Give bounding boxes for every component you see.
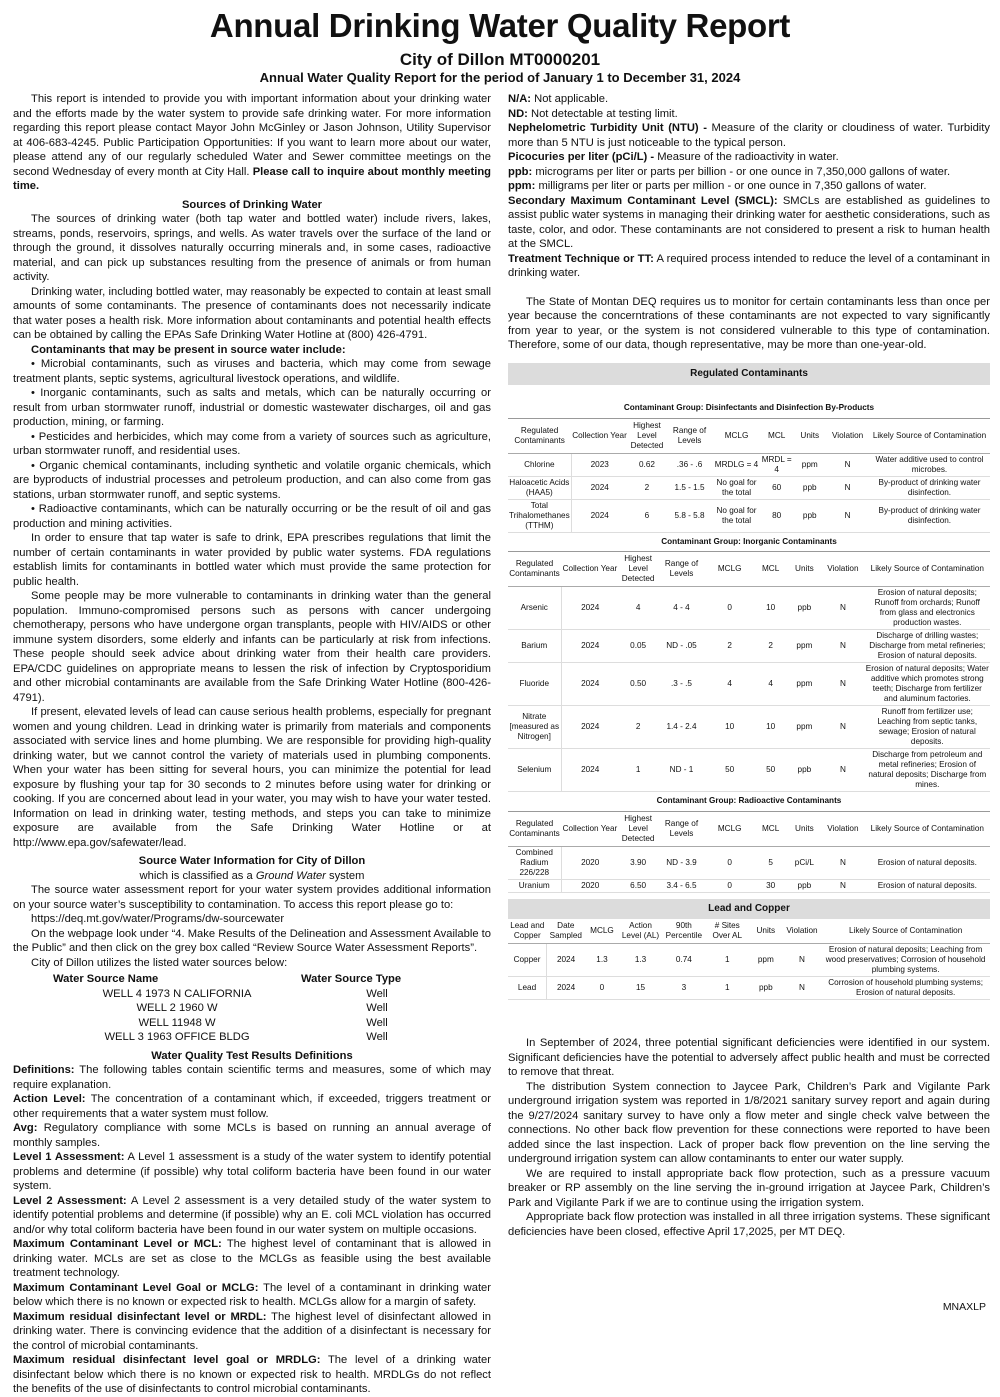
intro-paragraph xyxy=(13,92,491,194)
contaminant-group-table xyxy=(508,419,990,533)
column-header: Regulated Contaminants xyxy=(508,812,561,847)
column-header: Violation xyxy=(821,552,864,587)
source-type: Well xyxy=(366,1031,388,1043)
table-cell: 6 xyxy=(628,499,666,532)
table-cell: 3 xyxy=(662,977,705,1000)
bullet-item: • Radioactive contaminants, which can be naturally occurring or be the result of oil and gas production and mining activities. xyxy=(13,503,491,530)
deq-paragraph: The State of Montan DEQ requires us to monitor for certain contaminants less than once per year because the concerntrations of these contaminants are not expected to vary significantly from year to year, or the system is not considered vulnerable to this type of contamination. Therefore, some of our data, though representative, may be more than one-year-old. xyxy=(508,295,990,351)
table-cell: N xyxy=(826,499,869,532)
table-cell: ppb xyxy=(788,587,822,630)
definition-term: Level 1 Assessment: xyxy=(13,1151,125,1163)
table-cell: 1.4 - 2.4 xyxy=(657,706,705,749)
left-column xyxy=(13,92,491,1397)
table-cell: Uranium xyxy=(508,879,561,892)
definition-term: Maximum Contaminant Level Goal or MCLG: xyxy=(13,1281,259,1294)
column-header: Likely Source of Contamination xyxy=(865,812,990,847)
column-header: Likely Source of Contamination xyxy=(821,919,990,944)
table-cell: 80 xyxy=(760,499,793,532)
definition-item xyxy=(508,92,990,107)
table-cell: 3.4 - 6.5 xyxy=(657,879,705,892)
vulnerable-paragraph: Some people may be more vulnerable to contaminants in drinking water than the general population. Immuno-compromised persons such as persons with cancer undergoing chemotherapy, persons who have undergone organ transplants, people with HIV/AIDS or other immune system disorders, some elderly and infants can be particularly at risk from infections. These people should seek advice about drinking water from their health care providers. EPA/CDC guidelines on appropriate means to lessen the risk of infection by Cryptosporidium and other microbial contaminants are available from the Safe Drinking Water Hotline (800-426-4791). xyxy=(13,590,491,704)
table-cell: Arsenic xyxy=(508,587,561,630)
column-header: Units xyxy=(788,812,822,847)
table-header-row xyxy=(508,552,990,587)
column-header: MCLG xyxy=(706,552,754,587)
right-column xyxy=(508,92,990,1239)
table-cell: 10 xyxy=(754,706,788,749)
source-type: Well xyxy=(366,987,388,1000)
definition-text: The concentration of a contaminant which, if exceeded, triggers treatment or other requirements that a water system must follow. xyxy=(13,1093,491,1120)
definition-text: micrograms per liter or parts per billion - or one ounce in 7,350,000 gallons of water. xyxy=(532,165,951,178)
table-cell: No goal for the total xyxy=(713,499,760,532)
deficiency-paragraph-3: We are required to install appropriate back flow protection, such as a pressure vacuum breaker or RP assembly on the line serving the in-ground irrigation at Jaycee Park, Children’s Park and Vigilante Park if we are to continue using the irrigation system. xyxy=(508,1167,990,1209)
table-cell: 2024 xyxy=(571,476,628,499)
definition-text: Measure of the radioactivity in water. xyxy=(654,151,839,163)
source-name: WELL 3 1963 OFFICE BLDG xyxy=(104,1031,250,1043)
definition-item xyxy=(13,1194,491,1238)
definition-item xyxy=(13,1063,491,1092)
table-cell: 2023 xyxy=(571,453,628,476)
column-header: Highest Level Detected xyxy=(619,552,658,587)
table-cell: 2 xyxy=(754,630,788,663)
regulated-contaminants-title: Regulated Contaminants xyxy=(508,363,990,386)
column-header: Units xyxy=(788,552,822,587)
table-cell: 1 xyxy=(619,749,658,792)
contaminant-group-title: Contaminant Group: Disinfectants and Disinfection By-Products xyxy=(508,399,990,419)
table-cell: ppb xyxy=(749,977,783,1000)
table-cell: Chlorine xyxy=(508,453,571,476)
table-cell: N xyxy=(826,476,869,499)
definition-item xyxy=(13,1353,491,1397)
definition-item xyxy=(13,1281,491,1310)
table-cell: 1.3 xyxy=(619,944,662,977)
table-cell: 2024 xyxy=(561,630,619,663)
column-header: MCLG xyxy=(713,419,760,454)
table-cell: Runoff from fertilizer use; Leaching from septic tanks, sewage; Erosion of natural deposits. xyxy=(865,706,990,749)
table-cell: ppb xyxy=(788,879,822,892)
table-row xyxy=(508,499,990,532)
definition-text: A required process intended to reduce the level of a contaminant in drinking water. xyxy=(508,252,990,279)
table-row xyxy=(53,987,453,1002)
table-cell: 2024 xyxy=(561,749,619,792)
table-cell: Erosion of natural deposits. xyxy=(865,846,990,879)
column-header: 90th Percentile xyxy=(662,919,705,944)
table-cell: ppm xyxy=(788,630,822,663)
column-header: Regulated Contaminants xyxy=(508,419,571,454)
table-cell: 5.8 - 5.8 xyxy=(666,499,713,532)
sources-paragraph-1: The sources of drinking water (both tap water and bottled water) include rivers, lakes, streams, ponds, reservoirs, springs, and wells. As water travels over the surface of the land or through the ground, it dissolves naturally occurring minerals and, in some cases, radioactive material, and can pick up substances resulting from the presence of animals or from human activity. xyxy=(13,213,491,283)
table-row xyxy=(508,879,990,892)
definition-term: Action Level: xyxy=(13,1093,86,1105)
left-definitions xyxy=(13,1063,491,1397)
definitions-heading: Water Quality Test Results Definitions xyxy=(151,1049,353,1062)
column-header: MCL xyxy=(760,419,793,454)
table-cell: 0 xyxy=(706,587,754,630)
table-cell: ppb xyxy=(793,499,826,532)
bullet-item: • Microbial contaminants, such as viruses and bacteria, which may come from sewage treatment plants, septic systems, agricultural livestock operations, and wildlife. xyxy=(13,358,491,385)
column-header: Likely Source of Contamination xyxy=(869,419,990,454)
definition-text: SMCLs are established as guidelines to assist public water systems in managing their drinking water for aesthetic considerations, such as taste, color, and odor. These contaminants are not considered to present a risk to human health at the SMCL. xyxy=(508,194,990,250)
assessment-link[interactable]: https://deq.mt.gov/water/Programs/dw-sourcewater xyxy=(31,913,285,925)
report-period: Annual Water Quality Report for the period of January 1 to December 31, 2024 xyxy=(259,70,741,85)
table-cell: Haloacetic Acids (HAA5) xyxy=(508,476,571,499)
definition-text: The level of a contaminant in drinking water below which there is no known or expected risk to health. MCLGs allow for a margin of safety. xyxy=(13,1281,492,1308)
column-header: MCLG xyxy=(585,919,619,944)
definition-term: Level 2 Assessment: xyxy=(13,1194,127,1207)
column-header: Range of Levels xyxy=(657,812,705,847)
utilizes-paragraph: City of Dillon utilizes the listed water sources below: xyxy=(31,956,288,969)
intro-text: This report is intended to provide you with important information about your drinking water and the efforts made by the water system to provide safe drinking water. For more information regarding this report please contact Mayor John McGinley or Jason Johnson, Utility Supervisor at 406-683-4245. Public Participation Opportunities: If you want to learn more about our water, please attend any of our regularly scheduled Water and Sewer committee meetings on the second Wednesday of every month at City Hall. xyxy=(13,93,491,178)
column-header: Collection Year xyxy=(561,552,619,587)
table-row xyxy=(508,846,990,879)
right-definitions xyxy=(508,92,990,281)
table-header-row xyxy=(508,812,990,847)
table-cell: 0.62 xyxy=(628,453,666,476)
column-header: Highest Level Detected xyxy=(628,419,666,454)
city-system-id: City of Dillon MT0000201 xyxy=(399,50,601,69)
table-cell: By-product of drinking water disinfection. xyxy=(869,499,990,532)
definition-text: Measure of the clarity or cloudiness of water. Turbidity more than 5 NTU is just noticeable to the typical person. xyxy=(508,122,990,149)
definition-term: ppb: xyxy=(508,165,533,178)
table-row xyxy=(508,587,990,630)
table-cell: 2024 xyxy=(561,706,619,749)
table-cell: ppm xyxy=(793,453,826,476)
table-cell: Copper xyxy=(508,944,547,977)
table-cell: Lead xyxy=(508,977,547,1000)
classified-pre: which is classified as a xyxy=(139,869,256,882)
table-cell: 2024 xyxy=(561,587,619,630)
definition-text: Not detectable at testing limit. xyxy=(527,107,678,120)
definition-term: Definitions: xyxy=(13,1064,75,1076)
table-cell: 1.3 xyxy=(585,944,619,977)
definition-item xyxy=(13,1150,491,1194)
table-cell: Erosion of natural deposits; Leaching from wood preservatives; Corrosion of household plumbing systems. xyxy=(821,944,990,977)
lead-copper-grid xyxy=(508,919,990,1000)
table-cell: Selenium xyxy=(508,749,561,792)
table-cell: 10 xyxy=(754,587,788,630)
table-row xyxy=(508,476,990,499)
definition-item xyxy=(508,121,990,150)
contaminant-group-table xyxy=(508,812,990,893)
table-cell: 30 xyxy=(754,879,788,892)
table-cell: 2020 xyxy=(561,846,619,879)
contaminants-heading: Contaminants that may be present in source water include: xyxy=(31,343,346,356)
column-header: Collection Year xyxy=(571,419,628,454)
definition-text: The highest level of contaminant that is allowed in drinking water. MCLs are set as close to the MCLGs as feasible using the best available treatment technology. xyxy=(13,1238,491,1279)
definition-term: ppm: xyxy=(508,180,536,192)
table-header-row xyxy=(508,919,990,944)
bullet-item: • Pesticides and herbicides, which may come from a variety of sources such as agriculture, urban stormwater runoff, and residential uses. xyxy=(13,430,491,457)
table-cell: .36 - .6 xyxy=(666,453,713,476)
table-cell: Corrosion of household plumbing systems; Erosion of natural deposits. xyxy=(821,977,990,1000)
table-cell: 4 xyxy=(706,663,754,706)
column-header: Range of Levels xyxy=(666,419,713,454)
table-cell: ppm xyxy=(788,663,822,706)
column-header: Regulated Contaminants xyxy=(508,552,561,587)
table-cell: 2 xyxy=(706,630,754,663)
table-cell: No goal for the total xyxy=(713,476,760,499)
table-row xyxy=(508,453,990,476)
table-cell: 1 xyxy=(706,977,749,1000)
water-source-table xyxy=(53,972,453,1045)
definition-term: ND: xyxy=(508,107,528,120)
classified-type: Ground Water xyxy=(255,869,326,882)
deficiency-paragraph-2: The distribution System connection to Jaycee Park, Children’s Park and Vigilante Park underground irrigation system was reported in 1/8/2021 sanitary survey report and again during the 9/27/2024 sanitary survey to have only a flow meter and single check valve between the connections. No other back flow prevention for these connections were reported to have been added since the last inspection. Lack of proper back flow prevention on the line serving the underground irrigation system can allow contaminants to enter our water supply. xyxy=(508,1080,990,1165)
definition-term: Secondary Maximum Contaminant Level (SMCL): xyxy=(508,194,778,207)
source-name: WELL 11948 W xyxy=(138,1016,216,1029)
table-cell: ND - 1 xyxy=(657,749,705,792)
table-cell: .3 - .5 xyxy=(657,663,705,706)
table-cell: ppb xyxy=(788,749,822,792)
assessment-paragraph: The source water assessment report for your water system provides additional information on your source water’s susceptibility to contamination. To access this report please go to: xyxy=(13,884,491,911)
definition-item xyxy=(13,1310,491,1354)
table-cell: 4 - 4 xyxy=(657,587,705,630)
definition-item xyxy=(508,194,990,252)
table-cell: Discharge of drilling wastes; Discharge from metal refineries; Erosion of natural deposits. xyxy=(865,630,990,663)
intro-bold-text: Please call to inquire about monthly meeting time. xyxy=(13,165,492,192)
column-header: Action Level (AL) xyxy=(619,919,662,944)
table-cell: 0.50 xyxy=(619,663,658,706)
table-cell: 5 xyxy=(754,846,788,879)
table-cell: 1 xyxy=(706,944,749,977)
table-cell: ND - .05 xyxy=(657,630,705,663)
table-cell: 2 xyxy=(619,706,658,749)
deficiency-section xyxy=(508,1036,990,1239)
table-cell: N xyxy=(821,587,864,630)
definition-text: Not applicable. xyxy=(531,93,609,105)
column-header: Units xyxy=(749,919,783,944)
table-cell: Fluoride xyxy=(508,663,561,706)
definition-item xyxy=(508,150,990,165)
table-cell: By-product of drinking water disinfection. xyxy=(869,476,990,499)
definition-term: Maximum Contaminant Level or MCL: xyxy=(13,1238,222,1250)
table-cell: 4 xyxy=(619,587,658,630)
source-name: WELL 4 1973 N CALIFORNIA xyxy=(102,987,252,1000)
table-cell: 6.50 xyxy=(619,879,658,892)
table-cell: ppb xyxy=(793,476,826,499)
definition-term: Maximum residual disinfectant level or MRDL: xyxy=(13,1310,267,1323)
table-cell: Discharge from petroleum and metal refineries; Erosion of natural deposits; Discharge from mines. xyxy=(865,749,990,792)
table-cell: 0 xyxy=(706,879,754,892)
column-header: Units xyxy=(793,419,826,454)
table-cell: ppm xyxy=(788,706,822,749)
table-cell: 0.05 xyxy=(619,630,658,663)
table-cell: Erosion of natural deposits. xyxy=(865,879,990,892)
table-cell: 3.90 xyxy=(619,846,658,879)
table-cell: Total Trihalomethanes (TTHM) xyxy=(508,499,571,532)
contaminant-groups xyxy=(508,399,990,893)
table-cell: MRDLG = 4 xyxy=(713,453,760,476)
table-cell: Barium xyxy=(508,630,561,663)
table-cell: MRDL = 4 xyxy=(760,453,793,476)
definition-term: Picocuries per liter (pCi/L) - xyxy=(508,151,655,163)
table-row xyxy=(508,944,990,977)
column-header: Lead and Copper xyxy=(508,919,547,944)
table-cell: Combined Radium 226/228 xyxy=(508,846,561,879)
table-cell: 50 xyxy=(754,749,788,792)
lead-paragraph: If present, elevated levels of lead can cause serious health problems, especially for pregnant women and young children. Lead in drinking water is primarily from materials and components associated with service lines and home plumbing. We are responsible for providing high-quality drinking water, but we cannot control the variety of materials used in plumbing components. When your water has been sitting for several hours, you can minimize the potential for lead exposure by flushing your tap for 30 seconds to 2 minutes before using water for drinking or cooking. If you are concerned about lead in your water, you may wish to have your water tested. Information on lead in drinking water, testing methods, and steps you can take to minimize exposure are available from the Safe Drinking Water Hotline or at http://www.epa.gov/safewater/lead. xyxy=(13,706,491,849)
table-cell: N xyxy=(821,663,864,706)
table-cell: N xyxy=(783,944,822,977)
table-cell: N xyxy=(821,749,864,792)
table-header-row xyxy=(508,419,990,454)
table-cell: 2020 xyxy=(561,879,619,892)
table-row xyxy=(53,1030,453,1045)
definition-term: N/A: xyxy=(508,93,531,105)
table-cell: N xyxy=(783,977,822,1000)
table-row xyxy=(53,1016,453,1031)
footer-code: MNAXLP xyxy=(942,1301,986,1313)
lead-copper-table xyxy=(508,899,990,1001)
source-type: Well xyxy=(366,1016,388,1029)
bullet-item: • Inorganic contaminants, such as salts and metals, which can be naturally occurring or result from urban stormwater runoff, industrial or domestic wastewater discharges, oil and gas production, mining, or farming. xyxy=(13,387,491,428)
table-cell: 10 xyxy=(706,706,754,749)
table-cell: N xyxy=(821,846,864,879)
table-cell: 2024 xyxy=(561,663,619,706)
table-cell: 60 xyxy=(760,476,793,499)
source-type-header: Water Source Type xyxy=(301,973,402,985)
table-row xyxy=(508,749,990,792)
contaminant-group-title: Contaminant Group: Inorganic Contaminants xyxy=(508,533,990,553)
deficiency-paragraph-1: In September of 2024, three potential significant deficiencies were identified in our system. Significant deficiencies have the potential to adversely affect public health and must be corrected to remove that threat. xyxy=(508,1037,990,1078)
table-row xyxy=(508,663,990,706)
sources-paragraph-2: Drinking water, including bottled water, may reasonably be expected to contain at least small amounts of some contaminants. The presence of contaminants does not necessarily indicate that water poses a health risk. More information about contaminants and potential health effects can be obtained by calling the EPAs Safe Drinking Water Hotline at (800) 426-4791. xyxy=(13,285,491,341)
sources-heading: Sources of Drinking Water xyxy=(181,198,323,211)
table-cell: 0.74 xyxy=(662,944,705,977)
webpage-paragraph: On the webpage look under “4. Make Results of the Delineation and Assessment Available to the Public” and then click on the grey box called “Review Source Water Assessment Reports”. xyxy=(13,927,492,954)
table-cell: 2024 xyxy=(547,977,586,1000)
table-row xyxy=(508,706,990,749)
table-cell: 0 xyxy=(585,977,619,1000)
contaminant-group-table xyxy=(508,552,990,792)
table-row xyxy=(508,630,990,663)
definition-item xyxy=(13,1092,491,1121)
table-cell: 50 xyxy=(706,749,754,792)
definition-item xyxy=(508,165,990,180)
table-cell: 0 xyxy=(706,846,754,879)
column-header: Violation xyxy=(783,919,822,944)
deficiency-paragraph-4: Appropriate back flow protection was installed in all three irrigation systems. These significant deficiencies have been closed, effective April 17,2025, per MT DEQ. xyxy=(508,1211,990,1238)
table-cell: 2024 xyxy=(547,944,586,977)
source-name-header: Water Source Name xyxy=(53,973,159,985)
classification-line xyxy=(13,869,491,884)
table-cell: Nitrate [measured as Nitrogen] xyxy=(508,706,561,749)
column-header: # Sites Over AL xyxy=(706,919,749,944)
table-cell: 1.5 - 1.5 xyxy=(666,476,713,499)
contaminant-group-title: Contaminant Group: Radioactive Contaminants xyxy=(508,792,990,812)
table-cell: 2024 xyxy=(571,499,628,532)
table-cell: 2 xyxy=(628,476,666,499)
table-cell: Erosion of natural deposits; Runoff from orchards; Runoff from glass and electronics production wastes. xyxy=(865,587,990,630)
table-cell: ND - 3.9 xyxy=(657,846,705,879)
table-cell: 4 xyxy=(754,663,788,706)
column-header: Violation xyxy=(821,812,864,847)
classified-post: system xyxy=(325,869,365,882)
column-header: MCL xyxy=(754,812,788,847)
column-header: Date Sampled xyxy=(547,919,586,944)
definition-text: A Level 1 assessment is a study of the water system to identify potential problems and determine (if possible) why total coliform bacteria have been found in our water system. xyxy=(13,1151,491,1192)
regulated-contaminants-table xyxy=(508,363,990,893)
definition-item xyxy=(508,179,990,194)
column-header: Likely Source of Contamination xyxy=(865,552,990,587)
definition-text: A Level 2 assessment is a very detailed study of the water system to identify potential problems and determine (if possible) why an E. coli MCL violation has occurred and/or why total coliform bacteria have been found in our water system on multiple occasions. xyxy=(13,1194,492,1236)
column-header: MCLG xyxy=(706,812,754,847)
table-cell: N xyxy=(821,879,864,892)
epa-paragraph: In order to ensure that tap water is safe to drink, EPA prescribes regulations that limit the number of certain contaminants in water provided by public water systems. FDA regulations establish limits for contaminants in bottled water which must provide the same protection for public health. xyxy=(13,532,491,588)
table-cell: N xyxy=(821,630,864,663)
column-header: Collection Year xyxy=(561,812,619,847)
source-info-heading: Source Water Information for City of Dillon xyxy=(138,855,366,867)
bullet-item: • Organic chemical contaminants, including synthetic and volatile organic chemicals, which are byproducts of industrial processes and petroleum production, and can also come from gas stations, urban stormwater runoff, and septic systems. xyxy=(13,459,491,501)
lead-copper-title: Lead and Copper xyxy=(508,899,990,920)
definition-text: milligrams per liter or parts per million - or one ounce in 7,350 gallons of water. xyxy=(535,180,927,192)
definition-text: Regulatory compliance with some MCLs is based on running an annual average of monthly samples. xyxy=(13,1122,491,1149)
source-name: WELL 2 1960 W xyxy=(136,1002,218,1014)
definition-text: The level of a drinking water disinfectant below which there is no known or expected risk to health. MRDLGs do not reflect the benefits of the use of disinfectants to control microbial contaminants. xyxy=(13,1354,491,1395)
table-row xyxy=(508,977,990,1000)
table-cell: ppm xyxy=(749,944,783,977)
table-cell: pCi/L xyxy=(788,846,822,879)
definition-term: Avg: xyxy=(13,1122,38,1134)
table-cell: N xyxy=(826,453,869,476)
table-cell: 15 xyxy=(619,977,662,1000)
definition-text: The following tables contain scientific terms and measures, some of which may require explanation. xyxy=(13,1064,491,1091)
table-row xyxy=(53,1001,453,1016)
column-header: MCL xyxy=(754,552,788,587)
definition-term: Maximum residual disinfectant level goal or MRDLG: xyxy=(13,1354,321,1366)
definition-item xyxy=(13,1121,491,1150)
definition-item xyxy=(13,1237,491,1281)
source-type: Well xyxy=(366,1002,388,1014)
column-header: Highest Level Detected xyxy=(619,812,658,847)
definition-term: Treatment Technique or TT: xyxy=(508,252,654,265)
definition-text: The highest level of disinfectant allowed in drinking water. There is convincing evidence that the addition of a disinfectant is necessary for the control of microbial contaminants. xyxy=(13,1310,491,1352)
definition-item xyxy=(508,252,990,281)
report-title: Annual Drinking Water Quality Report xyxy=(209,7,791,44)
definition-term: Nephelometric Turbidity Unit (NTU) - xyxy=(508,122,707,134)
definition-item xyxy=(508,107,990,122)
column-header: Range of Levels xyxy=(657,552,705,587)
table-cell: N xyxy=(821,706,864,749)
table-cell: Water additive used to control microbes. xyxy=(869,453,990,476)
table-cell: Erosion of natural deposits; Water additive which promotes strong teeth; Discharge from fertilizer and aluminum factories. xyxy=(865,663,990,706)
column-header: Violation xyxy=(826,419,869,454)
